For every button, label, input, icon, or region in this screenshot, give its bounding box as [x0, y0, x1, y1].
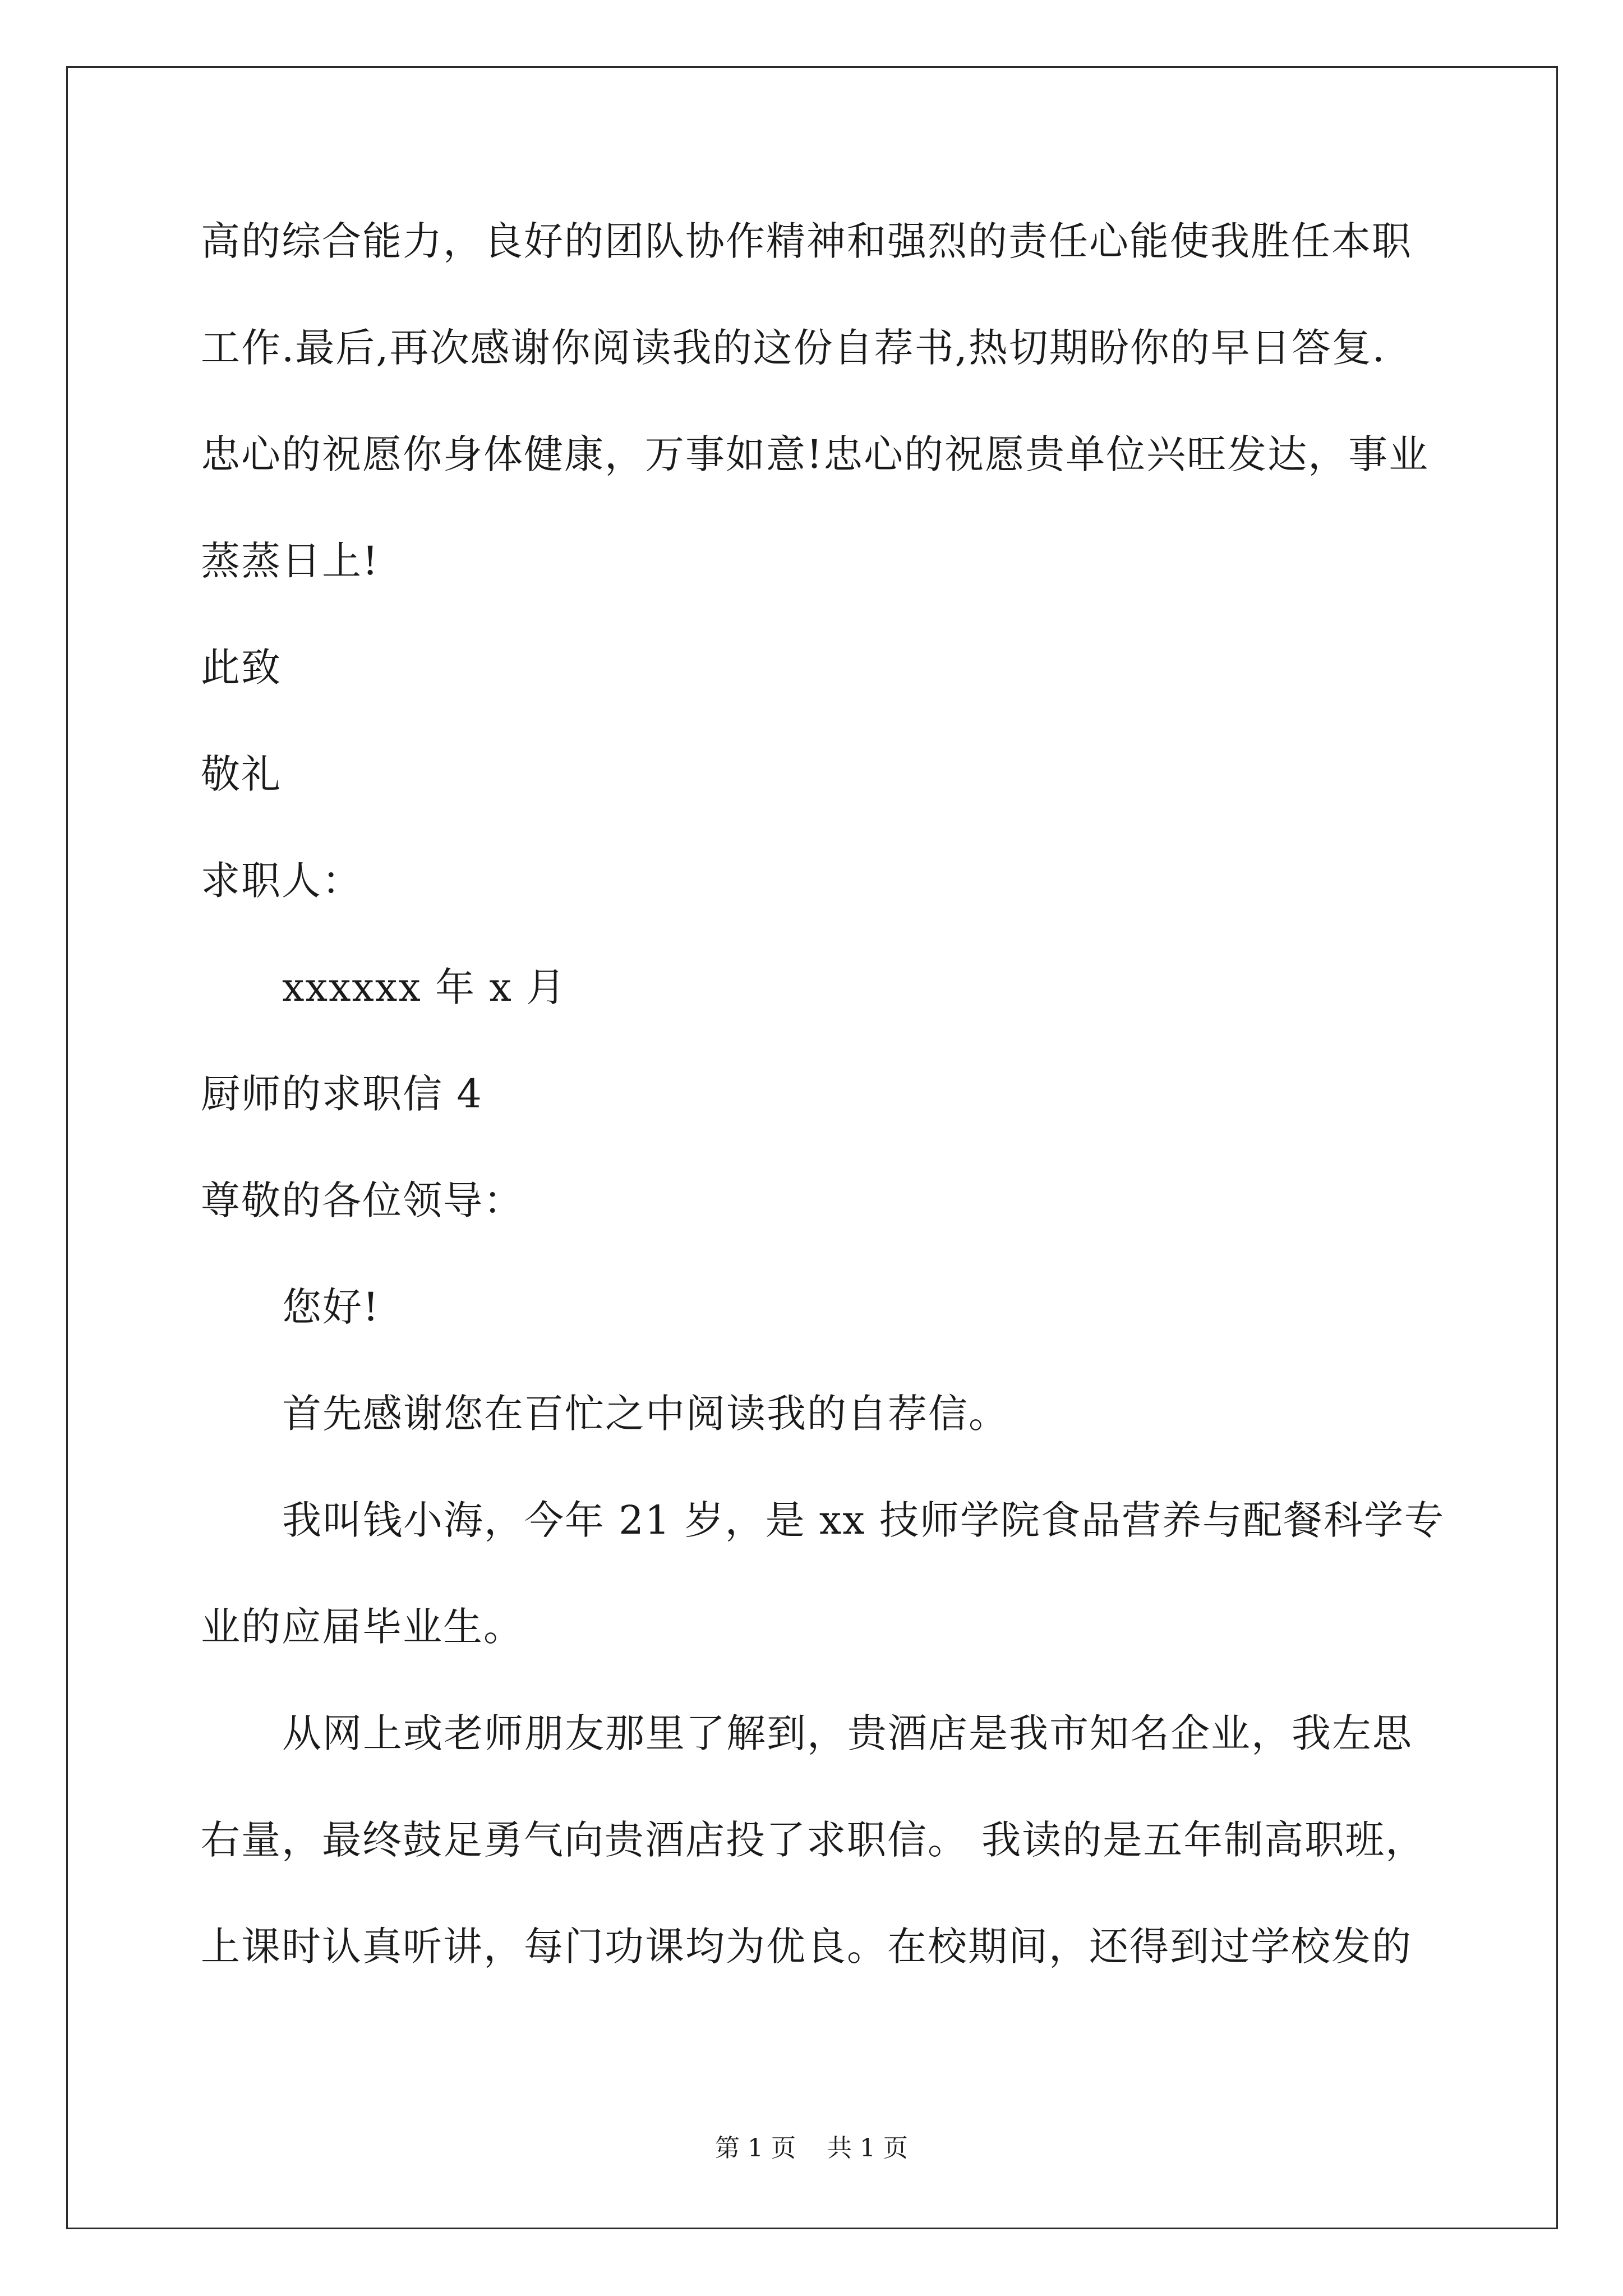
page-footer: 第 1 页 共 1 页 — [715, 2134, 908, 2162]
section-title: 厨师的求职信 4 — [201, 1071, 483, 1117]
salutation-regards: 敬礼 — [201, 751, 282, 797]
text-line: 从网上或老师朋友那里了解到，贵酒店是我市知名企业，我左思 — [282, 1710, 1413, 1756]
greeting-recipient: 尊敬的各位领导： — [201, 1177, 524, 1223]
greeting: 您好! — [282, 1284, 380, 1330]
text-line: 业的应届毕业生。 — [201, 1604, 524, 1650]
text-line: 工作.最后,再次感谢你阅读我的这份自荐书,热切期盼你的早日答复. — [201, 325, 1386, 371]
text-line: 我叫钱小海，今年 21 岁，是 xx 技师学院食品营养与配餐科学专 — [282, 1497, 1445, 1543]
date-line: xxxxxx 年 x 月 — [282, 964, 567, 1010]
text-line: 忠心的祝愿你身体健康，万事如意!忠心的祝愿贵单位兴旺发达，事业 — [201, 431, 1430, 477]
text-line: 蒸蒸日上! — [201, 538, 380, 584]
applicant-label: 求职人： — [201, 858, 362, 904]
text-line: 上课时认真听讲，每门功课均为优良。在校期间，还得到过学校发的 — [201, 1924, 1412, 1970]
text-line: 首先感谢您在百忙之中阅读我的自荐信。 — [282, 1391, 1009, 1437]
salutation-closing: 此致 — [201, 645, 282, 691]
text-line: 右量，最终鼓足勇气向贵酒店投了求职信。 我读的是五年制高职班， — [201, 1817, 1426, 1863]
text-line: 高的综合能力，良好的团队协作精神和强烈的责任心能使我胜任本职 — [201, 218, 1412, 264]
page-border — [66, 66, 1558, 2229]
